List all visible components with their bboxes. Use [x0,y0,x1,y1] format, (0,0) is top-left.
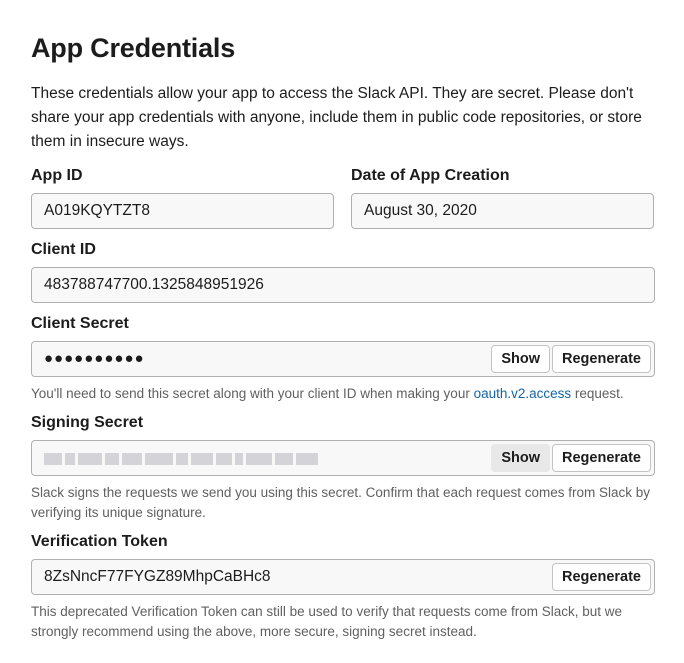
signing-secret-regenerate-button[interactable]: Regenerate [552,444,651,472]
client-secret-regenerate-button[interactable]: Regenerate [552,345,651,373]
client-secret-field[interactable] [31,341,655,377]
creation-date-field[interactable]: August 30, 2020 [351,193,654,229]
app-credentials-panel [31,30,655,642]
app-id-field[interactable]: A019KQYTZT8 [31,193,334,229]
signing-secret-help: Slack signs the requests we send you using this secret. Confirm that each request comes from Slack by verifying its unique signature. [31,485,651,520]
creation-date-group [351,166,654,229]
client-id-group [31,240,655,303]
client-secret-masked-value: ●●●●●●●●●● [44,350,145,367]
client-secret-help [31,384,655,404]
client-secret-group [31,314,655,404]
app-id-date-row [31,166,655,229]
verification-token-regenerate-button[interactable]: Regenerate [552,563,651,591]
verification-token-help: This deprecated Verification Token can still be used to verify that requests come from Slack, but we strongly recommend using the above, more secure, signing secret instead. [31,604,623,639]
signing-secret-field[interactable] [31,440,655,476]
signing-secret-show-button[interactable]: Show [491,444,550,472]
creation-date-label: Date of App Creation [351,167,510,184]
app-id-group [31,166,334,229]
app-id-label: App ID [31,167,83,184]
client-id-field[interactable]: 483788747700.1325848951926 [31,267,655,303]
client-secret-show-button[interactable]: Show [491,345,550,373]
client-secret-help-text: You'll need to send this secret along with your client ID when making your [31,386,474,401]
page-title: App Credentials [31,33,236,63]
oauth-link[interactable]: oauth.v2.access [473,386,572,401]
client-id-label: Client ID [31,241,96,258]
verification-token-actions [552,563,651,591]
verification-token-value: 8ZsNncF77FYGZ89MhpCaBHc8 [44,568,271,585]
verification-token-group [31,532,655,642]
signing-secret-label: Signing Secret [31,414,144,431]
verification-token-field[interactable] [31,559,655,595]
signing-secret-group [31,413,655,523]
client-secret-actions [491,345,651,373]
redacted-secret-value [44,452,322,466]
client-secret-label: Client Secret [31,315,129,332]
client-secret-help-suffix: request. [571,386,624,401]
verification-token-label: Verification Token [31,533,168,550]
intro-text: These credentials allow your app to access the Slack API. They are secret. Please don't share your app credentials with anyone, include them in public code repositories, or store them in insecure ways. [31,85,642,150]
signing-secret-actions [491,444,651,472]
